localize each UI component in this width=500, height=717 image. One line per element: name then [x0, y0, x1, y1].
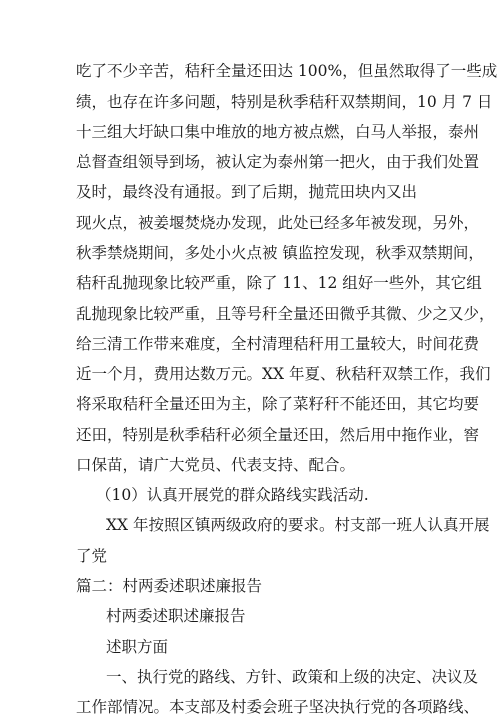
- report-title: 村两委述职述廉报告: [106, 607, 246, 625]
- paragraph-line: 及时，最终没有通报。到了后期，抛荒田块内又出: [76, 183, 418, 201]
- paragraph-line: 吃了不少辛苦，秸秆全量还田达 100%，但虽然取得了一些成: [76, 62, 498, 80]
- paragraph-line: 将采取秸秆全量还田为主，除了菜籽秆不能还田，其它均要: [76, 395, 480, 413]
- paragraph-line: 秸秆乱抛现象比较严重，除了 11、12 组好一些外，其它组: [76, 274, 482, 292]
- paragraph-line: XX 年按照区镇两级政府的要求。村支部一班人认真开展: [106, 516, 490, 534]
- paragraph-line: 乱抛现象比较严重，且等号秆全量还田微乎其微、少之又少，: [76, 305, 495, 323]
- paragraph-line: 一、执行党的路线、方针、政策和上级的决定、决议及: [106, 668, 479, 686]
- chapter-title: 篇二：村两委述职述廉报告: [76, 577, 263, 595]
- paragraph-line: 给三清工作带来难度，全村清理秸秆用工量较大，时间花费: [76, 335, 480, 353]
- paragraph-line: 十三组大圩缺口集中堆放的地方被点燃，白马人举报，泰州: [76, 123, 480, 141]
- paragraph-line: 了党: [76, 547, 108, 565]
- paragraph-line: 绩，也存在许多问题，特别是秋季秸秆双禁期间，10 月 7 日: [76, 93, 493, 111]
- section-heading: （10）认真开展党的群众路线实践活动.: [96, 486, 369, 504]
- paragraph-line: 总督查组领导到场，被认定为泰州第一把火，由于我们处置: [76, 153, 480, 171]
- paragraph-line: 近一个月，费用达数万元。XX 年夏、秋秸秆双禁工作，我们: [76, 365, 491, 383]
- paragraph-line: 口保苗，请广大党员、代表支持、配合。: [76, 456, 356, 474]
- paragraph-line: 还田，特别是秋季秸秆必须全量还田，然后用中拖作业，窖: [76, 426, 480, 444]
- paragraph-line: 工作部情况。本支部及村委会班子坚决执行党的各项路线、: [76, 698, 480, 716]
- subsection-heading: 述职方面: [106, 638, 169, 656]
- paragraph-line: 秋季禁烧期间，多处小火点被 镇监控发现，秋季双禁期间，: [76, 244, 484, 262]
- paragraph-line: 现火点，被姜堰焚烧办发现，此处已经多年被发现，另外，: [76, 214, 480, 232]
